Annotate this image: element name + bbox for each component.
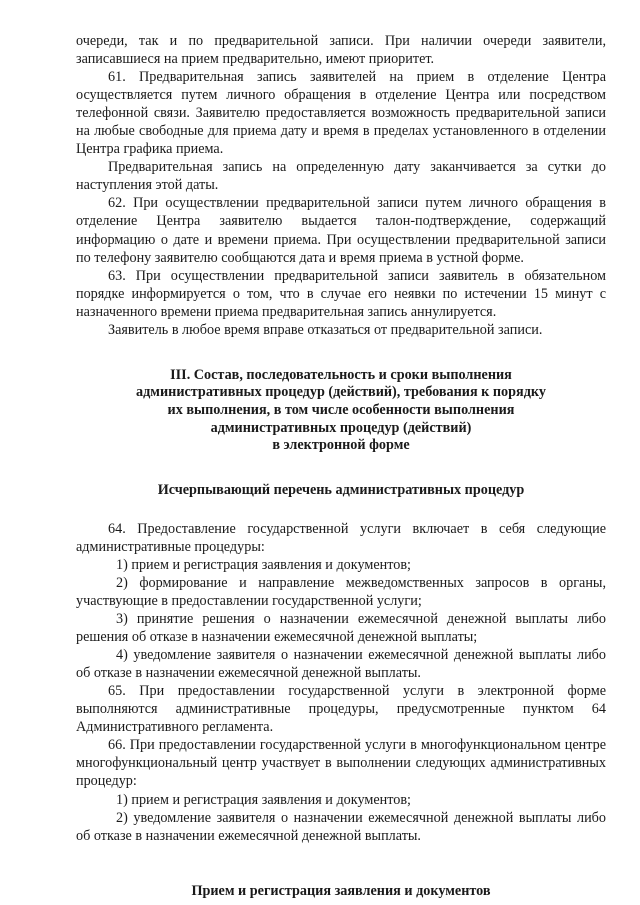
list-item: 1) прием и регистрация заявления и документов; [116, 791, 411, 808]
section-heading [76, 367, 606, 455]
list-item: 2) формирование и направление межведомственных запросов в органы, участвующие в предоставлении государственной услуги; [76, 574, 606, 609]
section-heading-line: их выполнения, в том числе особенности выполнения [167, 401, 515, 418]
paragraph-66: 66. При предоставлении государственной услуги в многофункциональном центре многофункциональный центр участвует в выполнении следующих административных процедур: [76, 737, 606, 790]
list-item: 2) уведомление заявителя о назначении ежемесячной денежной выплаты либо об отказе в назначении ежемесячной денежной выплаты. [76, 809, 606, 844]
subheading-procedures-list: Исчерпывающий перечень административных процедур [157, 481, 525, 498]
list-item: 3) принятие решения о назначении ежемесячной денежной выплаты либо решения об отказе в назначении ежемесячной денежной выплаты; [76, 611, 606, 646]
section-heading-line: административных процедур (действий) [210, 419, 472, 436]
list-item: 4) уведомление заявителя о назначении ежемесячной денежной выплаты либо об отказе в назначении ежемесячной денежной выплаты. [76, 647, 606, 682]
paragraph-65: 65. При предоставлении государственной услуги в электронной форме выполняются административные процедуры, предусмотренные пунктом 64 Административного регламента. [76, 683, 606, 736]
paragraph-62: 62. При осуществлении предварительной записи путем личного обращения в отделение Центра заявителю выдается талон-подтверждение, содержащий информацию о дате и времени приема. При осуществлении предварительной записи по телефону заявителю сообщаются дата и время приема в устной форме. [76, 195, 606, 266]
paragraph: очереди, так и по предварительной записи. При наличии очереди заявители, записавшиеся на прием предварительно, имеют приоритет. [76, 33, 606, 68]
subheading-reception: Прием и регистрация заявления и документов [191, 882, 491, 899]
section-heading-line: III. Состав, последовательность и сроки выполнения [170, 366, 512, 383]
section-heading-line: административных процедур (действий), требования к порядку [136, 384, 546, 401]
list-item: 1) прием и регистрация заявления и документов; [116, 556, 411, 573]
paragraph-61: 61. Предварительная запись заявителей на прием в отделение Центра осуществляется путем личного обращения в отделение Центра или посредством телефонной связи. Заявителю предоставляется возможность предварительной записи на любые свободные для приема дату и время в пределах установленного в отделении Центра графика приема. [76, 69, 606, 158]
paragraph: Предварительная запись на определенную дату заканчивается за сутки до наступления этой даты. [76, 159, 606, 194]
section-heading-line: в электронной форме [272, 437, 410, 454]
paragraph-63: 63. При осуществлении предварительной записи заявитель в обязательном порядке информируется о том, что в случае его неявки по истечении 15 минут с назначенного времени приема предварительная запись аннулируется. [76, 267, 606, 320]
paragraph: Заявитель в любое время вправе отказаться от предварительной записи. [108, 321, 543, 338]
paragraph-64: 64. Предоставление государственной услуги включает в себя следующие административные процедуры: [76, 520, 606, 555]
